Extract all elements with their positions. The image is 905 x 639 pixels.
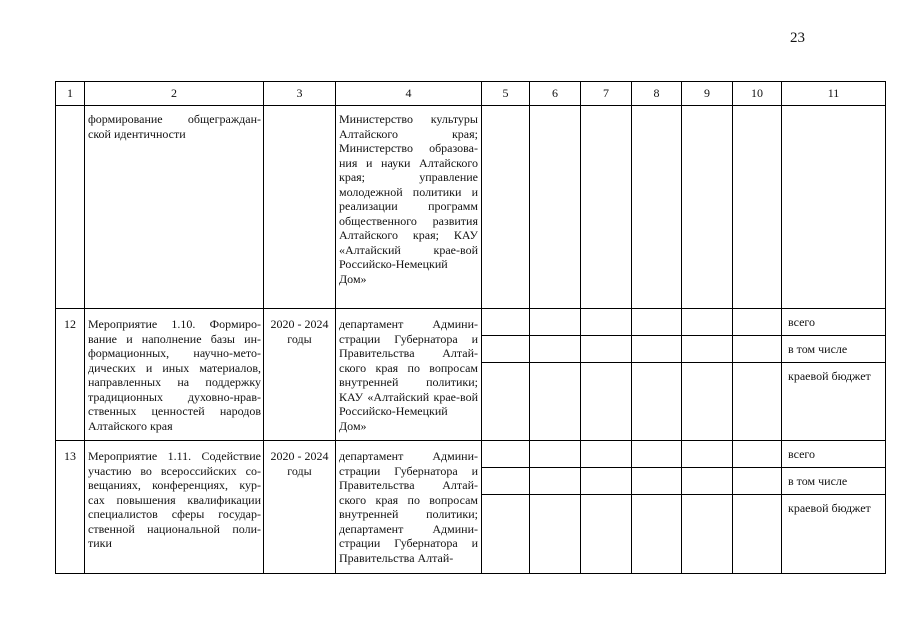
column-header: 11: [782, 82, 886, 106]
column-header: 2: [85, 82, 264, 106]
row-responsible: [336, 309, 482, 441]
program-table: [55, 81, 886, 574]
page-number: 23: [790, 30, 805, 46]
column-header: 3: [264, 82, 336, 106]
description-text: Мероприятие 1.10. Формиро-вание и наполнение базы ин-формационных, научно-мето-дических и иных материалов, направленных на поддержку традиционных духовно-нрав-ственных ценностей народов Алтайского края: [88, 317, 261, 433]
column-header: 9: [682, 82, 733, 106]
row-description: [85, 309, 264, 441]
row-number: [56, 106, 85, 309]
description-text: формирование общеграждан-ской идентичности: [88, 112, 261, 141]
funding-cell: в том числе: [782, 468, 886, 495]
row-description: [85, 441, 264, 574]
row-responsible: [336, 106, 482, 309]
column-header: 6: [530, 82, 581, 106]
row-years: 2020 - 2024 годы: [264, 309, 336, 441]
responsible-text: департамент Админи-страции Губернатора и Правительства Алтай-ского края по вопросам внутренней политики; департамент Админи-страции Губернатора и Правительства Алтай-: [339, 449, 478, 565]
responsible-text: Министерство культуры Алтайского края; Министерство образова-ния и науки Алтайского края; управление молодежной политики и реализации программ общественного развития Алтайского края; КАУ «Алтайский крае-вой Российско-Немецкий Дом»: [339, 112, 478, 286]
column-header: 5: [482, 82, 530, 106]
description-text: Мероприятие 1.11. Содействие участию во всероссийских со-вещаниях, конференциях, кур-сах повышения квалификации специалистов сферы государ-ственной национальной поли-тики: [88, 449, 261, 550]
row-years: [264, 106, 336, 309]
table-header-row: [56, 82, 886, 106]
table-row: [56, 106, 886, 309]
table-row: [56, 441, 886, 468]
column-header: 10: [733, 82, 782, 106]
row-number: 12: [56, 309, 85, 441]
column-header: 8: [632, 82, 682, 106]
row-description: [85, 106, 264, 309]
row-years: 2020 - 2024 годы: [264, 441, 336, 574]
column-header: 7: [581, 82, 632, 106]
funding-cell: краевой бюджет: [782, 495, 886, 574]
funding-cell: краевой бюджет: [782, 363, 886, 441]
funding-cell: всего: [782, 309, 886, 336]
row-number: 13: [56, 441, 85, 574]
column-header: 1: [56, 82, 85, 106]
table-row: [56, 309, 886, 336]
funding-cell: в том числе: [782, 336, 886, 363]
funding-cell: всего: [782, 441, 886, 468]
column-header: 4: [336, 82, 482, 106]
row-responsible: [336, 441, 482, 574]
responsible-text: департамент Админи-страции Губернатора и Правительства Алтай-ского края по вопросам внутренней политики; КАУ «Алтайский крае-вой Российско-Немецкий Дом»: [339, 317, 478, 433]
funding-cell: [782, 106, 886, 309]
